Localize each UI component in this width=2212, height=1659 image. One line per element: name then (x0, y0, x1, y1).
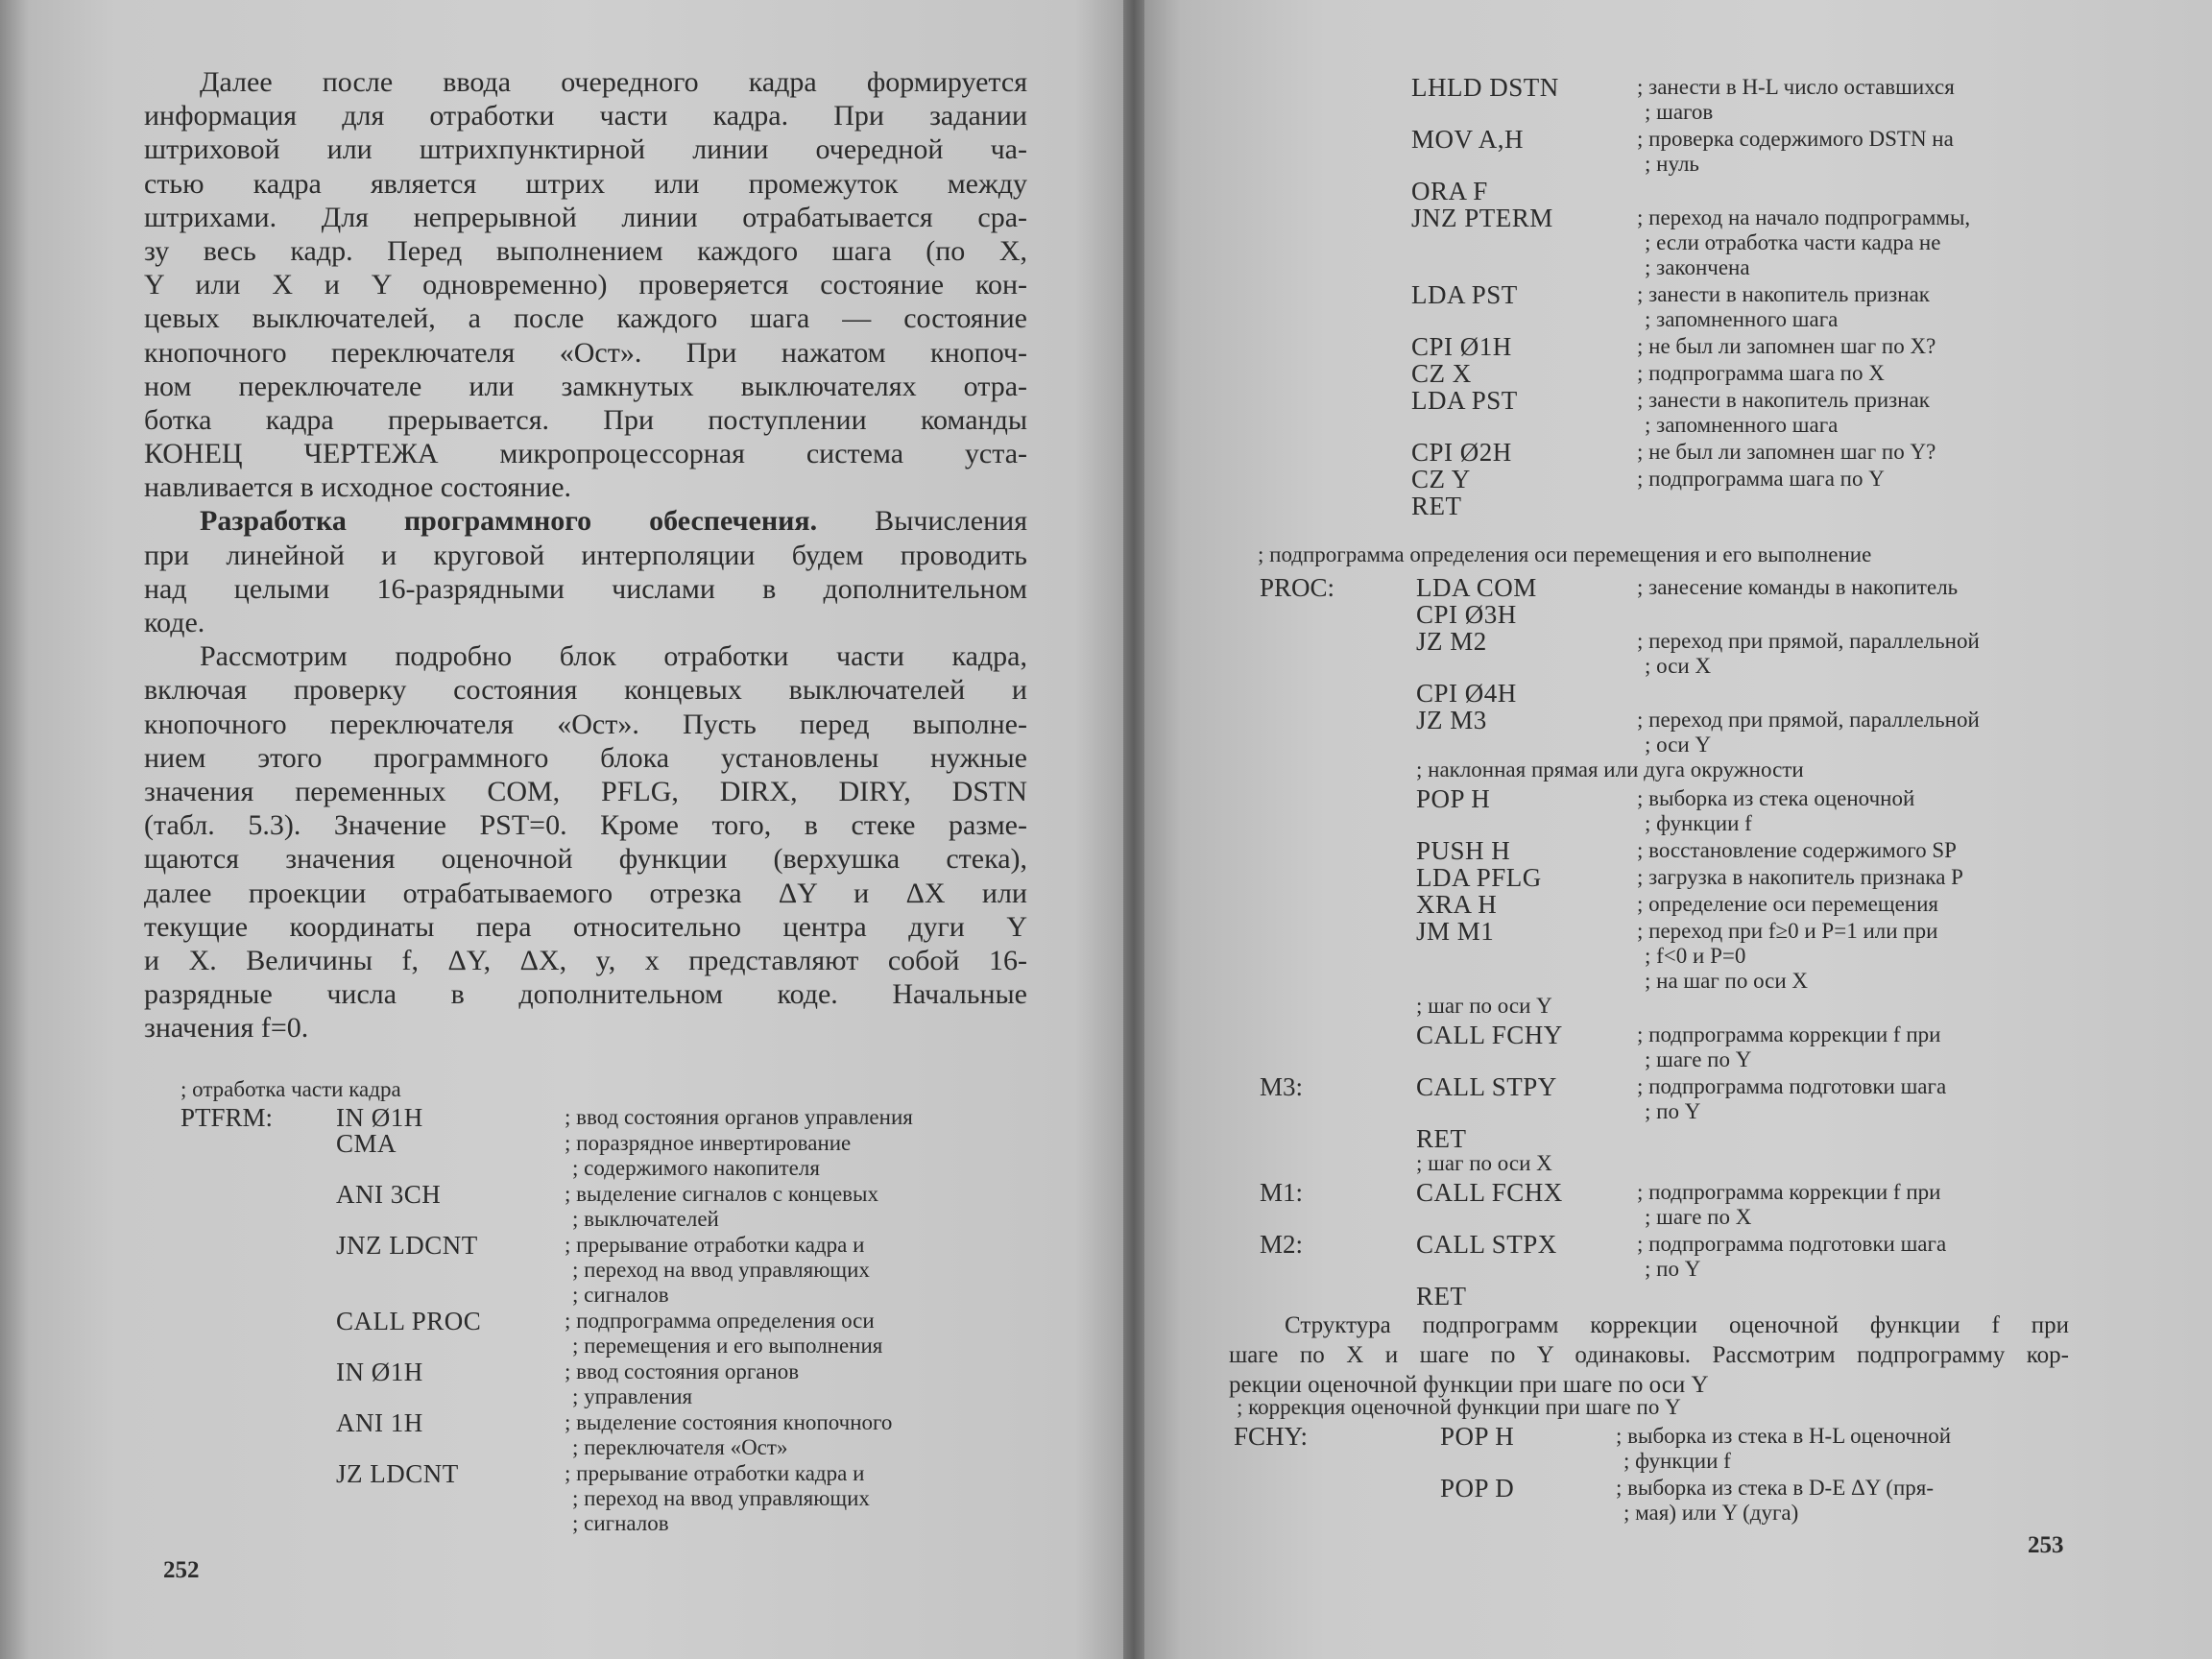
listing-comment: ; занесение команды в накопитель (1637, 575, 1959, 599)
listing-comment: ; управления (572, 1384, 693, 1408)
listing-instruction: PUSH H (1416, 836, 1511, 865)
listing-comment: ; занести в накопитель признак (1637, 282, 1930, 306)
text-line (1229, 1340, 2069, 1370)
page-number-right: 253 (2028, 1532, 2064, 1558)
text-line (144, 370, 1027, 403)
listing-comment: ; отработка части кадра (180, 1077, 401, 1101)
listing-comment: ; мая) или Y (дуга) (1623, 1501, 1799, 1525)
listing-instruction: CALL STPX (1416, 1230, 1557, 1259)
listing-comment: ; переключателя «Ост» (572, 1435, 788, 1459)
text-line (144, 65, 1027, 99)
listing-instruction: LDA PST (1411, 280, 1518, 309)
listing-instruction: LDA PFLG (1416, 863, 1542, 892)
text-line (144, 132, 1027, 166)
line-text: Рассмотрим подробно блок отработки части кадра, (200, 640, 1027, 673)
listing-instruction: IN Ø1H (336, 1358, 423, 1386)
listing-instruction: POP D (1440, 1474, 1515, 1503)
text-line (144, 572, 1027, 606)
page-number-left: 252 (163, 1557, 200, 1583)
line-text: цевых выключателей, а после каждого шага — состояние (144, 302, 1027, 335)
listing-comment: ; выделение сигналов с концевых (565, 1182, 878, 1206)
listing-comment: ; коррекция оценочной функции при шаге по Y (1237, 1395, 1681, 1419)
listing-instruction: CPI Ø4H (1416, 679, 1517, 708)
listing-comment: ; прерывание отработки кадра и (565, 1233, 865, 1257)
listing-instruction: IN Ø1H (336, 1103, 423, 1132)
line-text: значения f=0. (144, 1012, 309, 1045)
line-text: (табл. 5.3). Значение PST=0. Кроме того, в стеке разме- (144, 809, 1027, 842)
listing-comment: ; содержимого накопителя (572, 1156, 820, 1180)
listing-comment: ; f<0 и P=0 (1645, 944, 1746, 968)
listing-instruction: RET (1416, 1124, 1467, 1153)
listing-instruction: CALL FCHX (1416, 1178, 1563, 1207)
line-text: стью кадра является штрих или промежуток между (144, 167, 1027, 200)
listing-comment: ; функции f (1645, 811, 1752, 835)
listing-comment: ; шагов (1645, 100, 1714, 124)
listing-comment: ; подпрограмма подготовки шага (1637, 1232, 1947, 1256)
listing-comment: ; ввод состояния органов управления (565, 1105, 913, 1129)
line-text: штрихами. Для непрерывной линии отрабатывается сра- (144, 201, 1027, 233)
listing-comment: ; выборка из стека в D-E ΔY (пря- (1616, 1476, 1935, 1500)
listing-comment: ; перемещения и его выполнения (572, 1334, 883, 1358)
listing-comment: ; подпрограмма шага по Y (1637, 467, 1885, 491)
listing-comment: ; нуль (1645, 152, 1699, 176)
book-spine (1123, 0, 1144, 1659)
listing-instruction: LDA PST (1411, 386, 1518, 415)
listing-comment: ; сигналов (572, 1283, 669, 1307)
listing-comment: ; выборка из стека в H-L оценочной (1616, 1424, 1952, 1448)
line-text: нием этого программного блока установлены нужные (144, 741, 1027, 774)
line-text: значения переменных COM, PFLG, DIRX, DIRY, DSTN (144, 775, 1027, 807)
line-text: зу весь кадр. Перед выполнением каждого шага (по X, (144, 234, 1027, 267)
text-line (144, 944, 1027, 977)
text-line (144, 470, 1027, 504)
listing-comment: ; переход на ввод управляющих (572, 1258, 870, 1282)
listing-instruction: CALL FCHY (1416, 1021, 1563, 1049)
listing-comment: ; шаг по оси Y (1416, 994, 1552, 1018)
listing-instruction: ANI 1H (336, 1408, 423, 1437)
text-line (144, 639, 1027, 673)
listing-comment: ; оси Y (1645, 733, 1712, 757)
listing-instruction: ORA F (1411, 177, 1488, 205)
listing-comment: ; по Y (1645, 1257, 1701, 1281)
line-text: ном переключателе или замкнутых выключателях отра- (144, 370, 1027, 402)
listing-comment: ; функции f (1623, 1449, 1731, 1473)
listing-instruction: XRA H (1416, 890, 1498, 919)
proc-comment: ; подпрограмма определения оси перемещения и его выполнение (1258, 542, 1872, 566)
line-text: КОНЕЦ ЧЕРТЕЖА микропроцессорная система уста- (144, 438, 1027, 470)
listing-comment: ; переход при прямой, параллельной (1637, 629, 1980, 653)
listing-instruction: CALL STPY (1416, 1072, 1557, 1101)
line-text: над целыми 16-разрядными числами в дополнительном (144, 572, 1027, 605)
listing-comment: ; не был ли запомнен шаг по X? (1637, 334, 1936, 358)
line-text: текущие координаты пера относительно центра дуги Y (144, 910, 1027, 943)
text-line (144, 268, 1027, 301)
listing-comment: ; оси X (1645, 654, 1712, 678)
line-text: информация для отработки части кадра. При задании (144, 100, 1027, 132)
listing-comment: ; запомненного шага (1645, 413, 1839, 437)
listing-comment: ; загрузка в накопитель признака P (1637, 865, 1963, 889)
listing-instruction: LHLD DSTN (1411, 73, 1559, 102)
listing-comment: ; выключателей (572, 1207, 719, 1231)
listing-instruction: JZ M2 (1416, 627, 1487, 656)
listing-comment: ; не был ли запомнен шаг по Y? (1637, 440, 1936, 464)
text-line (144, 673, 1027, 707)
listing-instruction: CZ X (1411, 359, 1472, 388)
listing-comment: ; подпрограмма подготовки шага (1637, 1074, 1947, 1098)
line-text: Вычисления (817, 505, 1028, 538)
line-text: далее проекции отрабатываемого отрезка ΔY и ΔX или (144, 877, 1027, 909)
listing-instruction: LDA COM (1416, 573, 1537, 602)
text-line (144, 167, 1027, 201)
text-line (144, 1011, 1027, 1045)
listing-comment: ; занести в H-L число оставшихся (1637, 75, 1955, 99)
listing-comment: ; проверка содержимого DSTN на (1637, 127, 1954, 151)
listing-comment: ; ввод состояния органов (565, 1359, 800, 1383)
line-text: кнопочного переключателя «Ост». При нажатом кнопоч- (144, 336, 1027, 369)
text-line (144, 842, 1027, 876)
text-line (144, 99, 1027, 132)
line-text: кнопочного переключателя «Ост». Пусть перед выполне- (144, 708, 1027, 740)
listing-comment: ; запомненного шага (1645, 307, 1839, 331)
listing-label: M3: (1260, 1072, 1304, 1101)
listing-instruction: POP H (1416, 784, 1491, 813)
listing-instruction: CZ Y (1411, 465, 1471, 493)
line-text: штриховой или штрихпунктирной линии очередной ча- (144, 133, 1027, 166)
text-line (144, 741, 1027, 775)
line-text: щаются значения оценочной функции (верхушка стека), (144, 843, 1027, 876)
listing-comment: ; выделение состояния кнопочного (565, 1410, 893, 1434)
listing-instruction: RET (1411, 492, 1462, 520)
line-text: при линейной и круговой интерполяции будем проводить (144, 539, 1027, 571)
listing-comment: ; шаг по оси X (1416, 1151, 1552, 1175)
text-line (144, 877, 1027, 910)
paragraph-heading: Разработка программного обеспечения. (200, 505, 818, 538)
line-text: Далее после ввода очередного кадра формируется (200, 66, 1027, 98)
line-text: рекции оценочной функции при шаге по оси Y (1229, 1372, 1709, 1398)
listing-comment: ; переход на начало подпрограммы, (1637, 205, 1971, 229)
listing-comment: ; выборка из стека оценочной (1637, 786, 1915, 810)
text-line (1229, 1310, 2069, 1340)
listing-instruction: JNZ LDCNT (336, 1231, 478, 1260)
listing-comment: ; занести в накопитель признак (1637, 388, 1930, 412)
line-text: навливается в исходное состояние. (144, 471, 572, 504)
listing-label: M1: (1260, 1178, 1304, 1207)
listing-comment: ; шаге по Y (1645, 1047, 1752, 1071)
text-line (144, 910, 1027, 944)
text-line (144, 977, 1027, 1011)
text-line (144, 201, 1027, 234)
line-text: включая проверку состояния концевых выключателей и (144, 674, 1027, 707)
listing-instruction: CMA (336, 1129, 397, 1158)
listing-comment: ; если отработка части кадра не (1645, 230, 1941, 254)
listing-comment: ; подпрограмма коррекции f при (1637, 1180, 1941, 1204)
text-line (144, 808, 1027, 842)
listing-label: PTFRM: (180, 1103, 274, 1132)
line-text: разрядные числа в дополнительном коде. Начальные (144, 978, 1027, 1011)
listing-comment: ; закончена (1645, 255, 1750, 279)
listing-instruction: POP H (1440, 1422, 1515, 1451)
listing-comment: ; шаге по X (1645, 1205, 1752, 1229)
listing-comment: ; на шаг по оси X (1645, 969, 1809, 993)
text-line (144, 775, 1027, 808)
text-line (144, 301, 1027, 335)
line-text: Структура подпрограмм коррекции оценочной функции f при (1285, 1312, 2069, 1338)
text-line (144, 403, 1027, 437)
listing-instruction: CPI Ø3H (1416, 600, 1517, 629)
text-line (144, 606, 1027, 639)
listing-instruction: MOV A,H (1411, 125, 1525, 154)
text-line (144, 234, 1027, 268)
listing-comment: ; сигналов (572, 1511, 669, 1535)
listing-comment: ; по Y (1645, 1099, 1701, 1123)
text-line (144, 708, 1027, 741)
line-text: и X. Величины f, ΔY, ΔX, y, x представляют собой 16- (144, 944, 1027, 976)
listing-comment: ; переход при f≥0 и P=1 или при (1637, 919, 1938, 943)
listing-comment: ; подпрограмма шага по X (1637, 361, 1885, 385)
listing-instruction: ANI 3CH (336, 1180, 442, 1209)
listing-comment: ; поразрядное инвертирование (565, 1131, 852, 1155)
listing-comment: ; восстановление содержимого SP (1637, 838, 1957, 862)
listing-instruction: JNZ PTERM (1411, 204, 1553, 232)
listing-comment: ; переход при прямой, параллельной (1637, 708, 1980, 732)
listing-label: FCHY: (1234, 1422, 1309, 1451)
line-text: шаге по X и шаге по Y одинаковы. Рассмотрим подпрограмму кор- (1229, 1342, 2069, 1368)
line-text: ботка кадра прерывается. При поступлении команды (144, 403, 1027, 436)
text-line (144, 539, 1027, 572)
listing-instruction: JM M1 (1416, 917, 1495, 946)
right-page-text (1229, 1310, 2069, 1400)
listing-label: M2: (1260, 1230, 1304, 1259)
listing-instruction: JZ M3 (1416, 706, 1487, 734)
listing-comment: ; определение оси перемещения (1637, 892, 1938, 916)
line-text: Y или X и Y одновременно) проверяется состояние кон- (144, 269, 1027, 301)
listing-label: PROC: (1260, 573, 1335, 602)
listing-comment: ; прерывание отработки кадра и (565, 1461, 865, 1485)
listing-instruction: CPI Ø2H (1411, 438, 1512, 467)
listing-instruction: CPI Ø1H (1411, 332, 1512, 361)
line-text: коде. (144, 607, 205, 638)
text-line (144, 504, 1027, 538)
text-line (144, 437, 1027, 470)
listing-comment: ; подпрограмма определения оси (565, 1309, 875, 1333)
listing-comment: ; подпрограмма коррекции f при (1637, 1022, 1941, 1046)
text-line (144, 336, 1027, 370)
listing-instruction: CALL PROC (336, 1307, 482, 1335)
listing-comment: ; переход на ввод управляющих (572, 1486, 870, 1510)
listing-instruction: JZ LDCNT (336, 1459, 459, 1488)
left-page-text (144, 65, 1027, 1045)
listing-instruction: RET (1416, 1282, 1467, 1310)
listing-comment: ; наклонная прямая или дуга окружности (1416, 757, 1804, 781)
